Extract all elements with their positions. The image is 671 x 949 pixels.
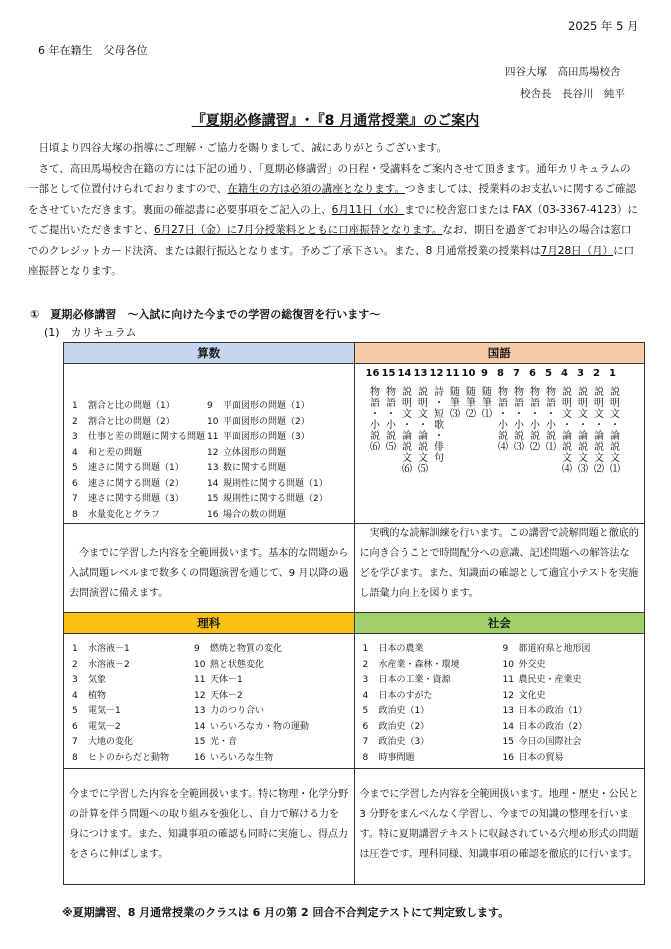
body-text	[28, 138, 640, 282]
japanese-item-number: 15	[381, 368, 396, 379]
social-item-number: 16	[502, 752, 514, 763]
japanese-item-number: 13	[413, 368, 428, 379]
social-item-number: 4	[362, 690, 369, 701]
science-item-title: 植物	[88, 690, 107, 701]
science-item-number: 10	[194, 659, 206, 670]
math-item	[207, 399, 347, 415]
science-item-title: 水溶液－2	[88, 659, 130, 670]
japanese-item-title: 物語・小説⑶	[511, 386, 523, 452]
math-item	[207, 492, 347, 508]
science-item	[72, 751, 194, 767]
math-item-title: 平面図形の問題（1）	[223, 401, 310, 411]
social-item-title: 日本の政治（1）	[518, 706, 588, 716]
math-item-title: 割合と比の問題（1）	[88, 401, 175, 411]
science-item	[72, 658, 194, 674]
science-item-title: いろいろなカ・物の運動	[210, 721, 310, 732]
social-item-number: 8	[362, 752, 369, 763]
sub-heading: (1) カリキュラム	[44, 326, 137, 339]
japanese-item-title: 詩・短歌・俳句	[431, 386, 443, 463]
math-item-title: 数に関する問題	[223, 463, 287, 473]
japanese-item-title: 説明文・論説文⑴	[607, 386, 619, 474]
science-item-number: 9	[194, 644, 200, 654]
science-item	[72, 735, 194, 751]
japanese-item	[605, 368, 621, 474]
science-item-title: 光・音	[210, 737, 238, 747]
japanese-list-cell	[354, 364, 645, 524]
social-item	[363, 658, 503, 674]
japanese-item-number: 3	[577, 368, 584, 379]
science-item-title: 水溶液－1	[88, 644, 130, 654]
math-item	[207, 430, 347, 446]
japanese-item-number: 14	[397, 368, 412, 379]
document-date: 2025 年 5 月	[568, 19, 639, 33]
social-item	[503, 673, 643, 689]
social-item	[503, 689, 643, 705]
social-item-number: 13	[502, 706, 514, 716]
math-item	[207, 508, 347, 524]
math-item	[207, 477, 347, 493]
science-description-cell	[64, 769, 355, 885]
math-item	[207, 461, 347, 477]
notice-debit-date: 6月27日（金）に7月分授業料とともに口座振替となります。	[154, 224, 443, 236]
math-item	[207, 415, 347, 431]
section-heading: ① 夏期必修講習 ～入試に向けた今までの学習の総復習を行います～	[30, 308, 381, 321]
japanese-item	[381, 368, 397, 474]
japanese-item-title: 説明文・論説文⑸	[415, 386, 427, 474]
science-item-number: 7	[72, 737, 78, 747]
japanese-item-title: 随筆⑴	[479, 386, 491, 419]
japanese-item-number: 10	[461, 368, 476, 379]
math-item-title: 平面図形の問題（2）	[223, 416, 310, 427]
social-list-cell	[354, 634, 645, 769]
science-item	[72, 689, 194, 705]
social-item-title: 日本のすがた	[378, 690, 433, 701]
science-item	[194, 704, 349, 720]
math-item-number: 7	[72, 494, 78, 504]
japanese-item	[445, 368, 461, 474]
japanese-item	[589, 368, 605, 474]
japanese-description: 実戦的な読解訓練を行います。この講習で読解問題と徹底的に向き合うことで時間配分への意識、記述問題への解答法などを学びます。また、知識面の確認として適宜小テストを実施し語彙力向上を図ります。	[359, 528, 639, 599]
social-item-number: 9	[502, 644, 509, 654]
japanese-item	[525, 368, 541, 474]
japanese-item-number: 4	[561, 368, 568, 379]
science-item-number: 3	[72, 675, 78, 685]
math-item	[72, 446, 207, 462]
social-list	[355, 634, 645, 766]
science-item	[72, 673, 194, 689]
math-item-number: 6	[72, 478, 78, 489]
school-name: 四谷大塚 高田馬場校舎	[505, 66, 621, 78]
japanese-item	[413, 368, 429, 474]
math-item-number: 5	[72, 463, 78, 473]
paragraph-greeting: 日頃より四谷大塚の指導にご理解・ご協力を賜りまして、誠にありがとうございます。	[38, 142, 447, 154]
science-item	[194, 735, 349, 751]
math-item-number: 2	[72, 416, 78, 427]
notice-part-4: なお、期日を過ぎてお申込の場合は窓口でのクレジットカード決済、または銀行振込となります。予めご了承下さい。また、8 月通常授業の授業料は	[28, 224, 632, 257]
social-item-number: 3	[362, 675, 369, 685]
notice-part-2: つきましては、授業料のお支払いに関するご確認をさせていただきます。裏面の確認書に必要事項をご記入の上、	[28, 183, 636, 216]
japanese-item-number: 5	[545, 368, 552, 379]
japanese-item-number: 12	[429, 368, 444, 379]
page-title	[0, 110, 671, 130]
science-item-number: 8	[72, 752, 78, 763]
science-description: 今までに学習した内容を全範囲扱います。特に物理・化学分野の計算を伴う問題への取り組みを強化し、自力で解ける力を身につけます。また、知識事項の確認も同時に実施し、得点力をさらに伸ばします。	[69, 789, 349, 860]
japanese-item-title: 物語・小説⑷	[495, 386, 507, 452]
math-item-number: 4	[72, 447, 78, 458]
japanese-item	[461, 368, 477, 474]
social-item-number: 14	[502, 721, 514, 732]
japanese-item-title: 説明文・論説文⑵	[591, 386, 603, 474]
social-item-title: 今日の国際社会	[518, 737, 582, 747]
social-item	[503, 735, 643, 751]
math-item-title: 仕事と差の問題に関する問題	[88, 432, 206, 442]
math-item-number: 9	[207, 401, 213, 411]
social-item	[363, 704, 503, 720]
japanese-item-number: 2	[593, 368, 600, 379]
notice-part-5: に口座振替となります。	[28, 244, 635, 277]
math-item	[72, 461, 207, 477]
social-item-number: 5	[362, 706, 369, 716]
math-item-title: 速さに関する問題（1）	[88, 463, 184, 473]
social-item-title: 政治史（1）	[378, 706, 430, 716]
science-item	[72, 720, 194, 736]
social-item-title: 文化史	[518, 690, 546, 701]
math-item-number: 3	[72, 432, 78, 442]
math-item	[72, 430, 207, 446]
social-item-number: 10	[502, 659, 514, 670]
social-item	[503, 704, 643, 720]
science-item	[194, 689, 349, 705]
math-description: 今までに学習した内容を全範囲扱います。基本的な問題から入試問題レベルまで数多くの問題演習を通じて、9 月以降の過去問演習に備えます。	[69, 548, 349, 599]
math-item-number: 15	[207, 494, 219, 504]
japanese-item	[573, 368, 589, 474]
japanese-item-title: 説明文・論説文⑶	[575, 386, 587, 474]
math-list-cell	[64, 364, 355, 524]
science-item-number: 2	[72, 659, 78, 670]
science-item-number: 5	[72, 706, 78, 716]
math-item-title: 場合の数の問題	[223, 509, 287, 520]
social-item-title: 政治史（2）	[378, 721, 430, 732]
social-item-number: 2	[362, 659, 369, 670]
science-item-number: 4	[72, 690, 78, 701]
science-list-cell	[64, 634, 355, 769]
japanese-item	[557, 368, 573, 474]
japanese-item-number: 16	[365, 368, 380, 379]
science-item	[194, 720, 349, 736]
science-item-title: 力のつり合い	[210, 706, 265, 716]
page-title-text: 『夏期必修講習』･『8 月通常授業』のご案内	[191, 113, 480, 129]
science-item-title: いろいろな生物	[210, 752, 274, 763]
science-item-title: ヒトのからだと動物	[88, 752, 170, 763]
science-item-number: 6	[72, 721, 78, 732]
social-item	[503, 642, 643, 658]
social-item-title: 農民史・産業史	[518, 675, 582, 685]
curriculum-table	[63, 342, 645, 885]
science-item-title: 天体－1	[210, 675, 243, 685]
math-item-title: 和と差の問題	[88, 447, 143, 458]
social-description: 今までに学習した内容を全範囲扱います。地理・歴史・公民と 3 分野をまんべんなく学習し、今までの知識の整理を行います。特に夏期講習テキストに収録されている穴埋め形式の問題は圧巻です。理科同様、知識事項の確認を徹底的に行います。	[359, 789, 639, 860]
social-item-number: 6	[362, 721, 369, 732]
science-item	[194, 673, 349, 689]
social-item-number: 7	[362, 737, 369, 747]
math-item-title: 水量変化とグラフ	[88, 509, 161, 520]
science-item-title: 天体－2	[210, 690, 243, 701]
japanese-item-title: 物語・小説⑴	[543, 386, 555, 452]
japanese-list	[355, 364, 645, 474]
social-item	[363, 735, 503, 751]
japanese-item-number: 6	[529, 368, 536, 379]
math-item	[72, 399, 207, 415]
math-item-title: 規則性に関する問題（1）	[223, 478, 328, 489]
social-item-title: 日本の工業・資源	[378, 675, 451, 685]
math-item-number: 10	[207, 416, 219, 427]
japanese-item	[429, 368, 445, 474]
science-item-number: 12	[194, 690, 206, 701]
social-item	[503, 658, 643, 674]
social-description-cell	[354, 769, 645, 885]
science-item-number: 15	[194, 737, 206, 747]
japanese-item-title: 物語・小説⑵	[527, 386, 539, 452]
science-item	[194, 642, 349, 658]
japanese-item-title: 随筆⑶	[447, 386, 459, 419]
science-item	[72, 704, 194, 720]
footer-note: ※夏期講習、8 月通常授業のクラスは 6 月の第 2 回合不合判定テストにて判定致します。	[62, 906, 510, 919]
math-item-number: 14	[207, 478, 219, 489]
math-item-number: 11	[207, 432, 219, 442]
science-item	[194, 751, 349, 767]
science-list	[64, 634, 354, 766]
science-item-number: 16	[194, 752, 206, 763]
social-item	[363, 673, 503, 689]
science-item-number: 14	[194, 721, 206, 732]
social-item-title: 外交史	[518, 659, 546, 670]
social-item-number: 15	[502, 737, 514, 747]
math-item-title: 規則性に関する問題（2）	[223, 494, 328, 504]
japanese-item	[509, 368, 525, 474]
science-item-number: 13	[194, 706, 206, 716]
math-item-number: 8	[72, 509, 78, 520]
social-item-title: 日本の政治（2）	[518, 721, 588, 732]
japanese-item-number: 7	[513, 368, 520, 379]
japanese-item	[477, 368, 493, 474]
math-list	[64, 364, 354, 523]
math-item-number: 16	[207, 509, 219, 520]
social-header: 社会	[354, 613, 645, 634]
science-header: 理科	[64, 613, 355, 634]
social-item-title: 日本の貿易	[518, 752, 564, 763]
math-item-title: 平面図形の問題（3）	[223, 432, 310, 442]
japanese-item	[493, 368, 509, 474]
social-item	[363, 689, 503, 705]
science-item-title: 電気－2	[88, 721, 121, 732]
math-item	[72, 492, 207, 508]
math-item-number: 12	[207, 447, 219, 458]
notice-part-3: までに校舎窓口または FAX（03-3367-4123）にてご提出いただきますと、	[28, 203, 638, 236]
japanese-item-title: 説明文・論説文⑹	[399, 386, 411, 474]
math-item-title: 速さに関する問題（3）	[88, 494, 184, 504]
japanese-item-number: 11	[445, 368, 460, 379]
math-header: 算数	[64, 343, 355, 364]
notice-required: 在籍生の方は必須の講座となります。	[227, 183, 405, 195]
addressee: 6 年在籍生 父母各位	[38, 44, 148, 57]
social-item-title: 日本の農業	[378, 644, 424, 654]
social-item-title: 都道府県と地形図	[518, 644, 591, 654]
notice-part-1: さて、高田馬場校舎在籍の方には下記の通り、「夏期必修講習」の日程・受講料をご案内させて頂きます。通年カリキュラムの一部として位置付けられておりますので、	[28, 162, 631, 195]
social-item-number: 11	[502, 675, 514, 685]
japanese-item	[365, 368, 381, 474]
social-item-number: 12	[502, 690, 514, 701]
math-item	[72, 508, 207, 524]
japanese-item-title: 随筆⑵	[463, 386, 475, 419]
math-item	[72, 415, 207, 431]
science-item	[72, 642, 194, 658]
notice-august-debit: 7月28日（月）	[540, 244, 614, 257]
social-item-title: 時事問題	[378, 752, 415, 763]
japanese-item-title: 物語・小説⑸	[383, 386, 395, 452]
japanese-item	[397, 368, 413, 474]
japanese-description-cell	[354, 524, 645, 613]
math-item-title: 速さに関する問題（2）	[88, 478, 184, 489]
social-item	[503, 751, 643, 767]
science-item-number: 1	[72, 644, 78, 654]
math-item	[72, 477, 207, 493]
notice-deadline: 6月11日（水）	[331, 203, 405, 216]
math-description-cell	[64, 524, 355, 613]
social-item	[363, 720, 503, 736]
math-item-number: 1	[72, 401, 78, 411]
math-item-title: 割合と比の問題（2）	[88, 416, 175, 427]
japanese-item-number: 8	[497, 368, 504, 379]
math-item	[207, 446, 347, 462]
social-item-title: 水産業・森林・環境	[378, 659, 460, 670]
social-item	[363, 751, 503, 767]
japanese-item	[541, 368, 557, 474]
science-item-title: 気象	[88, 675, 107, 685]
science-item-title: 燃焼と物質の変化	[210, 644, 283, 654]
science-item	[194, 658, 349, 674]
science-item-title: 大地の変化	[88, 737, 134, 747]
science-item-title: 熱と状態変化	[210, 659, 265, 670]
math-item-title: 立体図形の問題	[223, 447, 287, 458]
math-item-number: 13	[207, 463, 219, 473]
paragraph-notice	[28, 159, 640, 282]
japanese-header: 国語	[354, 343, 645, 364]
science-item-number: 11	[194, 675, 206, 685]
social-item	[503, 720, 643, 736]
social-item	[363, 642, 503, 658]
japanese-item-title: 説明文・論説文⑷	[559, 386, 571, 474]
japanese-item-title: 物語・小説⑹	[367, 386, 379, 452]
science-item-title: 電気－1	[88, 706, 121, 716]
social-item-number: 1	[362, 644, 369, 654]
japanese-item-number: 9	[481, 368, 488, 379]
japanese-item-number: 1	[609, 368, 616, 379]
social-item-title: 政治史（3）	[378, 737, 430, 747]
principal-name: 校舎長 長谷川 純平	[520, 88, 625, 100]
